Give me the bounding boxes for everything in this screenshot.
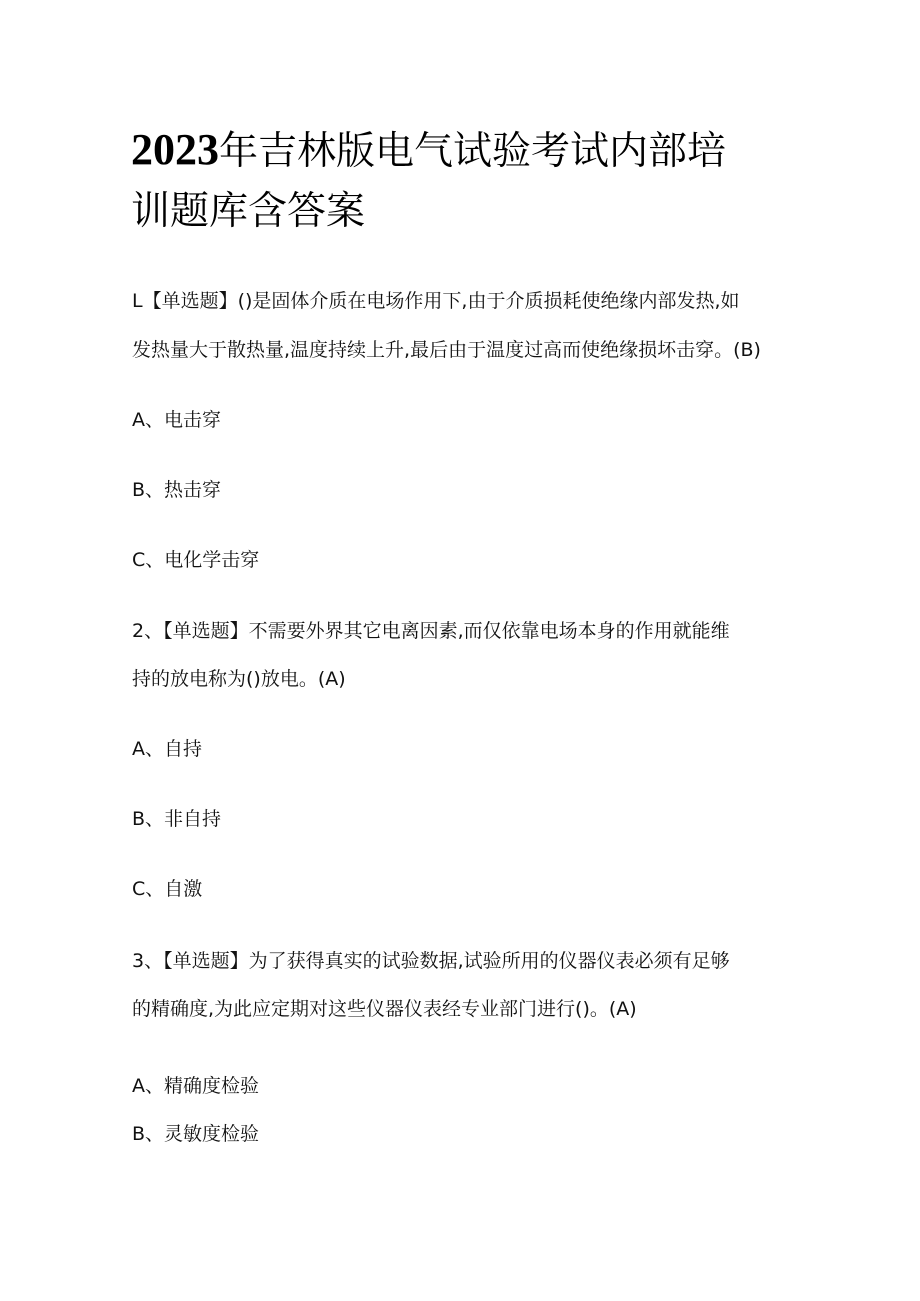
question-1-option-c: C、电化学击穿 <box>132 549 260 571</box>
question-2-option-b: B、非自持 <box>132 808 222 830</box>
question-3-option-a: A、精确度检验 <box>132 1075 259 1097</box>
question-1-option-b: B、热击穿 <box>132 479 222 501</box>
question-1-text-line-2: 发热量大于散热量,温度持续上升,最后由于温度过高而使绝缘损坏击穿。(B) <box>132 339 761 361</box>
question-3-text-line-2: 的精确度,为此应定期对这些仪器仪表经专业部门进行()。(A) <box>132 998 637 1020</box>
question-1-text-line-1: L【单选题】()是固体介质在电场作用下,由于介质损耗使绝缘内部发热,如 <box>132 290 740 312</box>
question-3-text-line-1: 3、【单选题】为了获得真实的试验数据,试验所用的仪器仪表必须有足够 <box>132 950 730 972</box>
question-2-text-line-2: 持的放电称为()放电。(A) <box>132 668 346 690</box>
question-1-option-a: A、电击穿 <box>132 409 221 431</box>
title-year: 2023 <box>131 125 219 174</box>
question-3-option-b: B、灵敏度检验 <box>132 1123 260 1145</box>
question-2-option-a: A、自持 <box>132 738 202 760</box>
title-text: 年吉林版电气试验考试内部培 <box>219 129 727 174</box>
document-title-line-2: 训题库含答案 <box>131 189 366 234</box>
document-title-line-1 <box>131 122 811 180</box>
question-2-option-c: C、自激 <box>132 878 203 900</box>
question-2-text-line-1: 2、【单选题】不需要外界其它电离因素,而仅依靠电场本身的作用就能维 <box>132 620 730 642</box>
